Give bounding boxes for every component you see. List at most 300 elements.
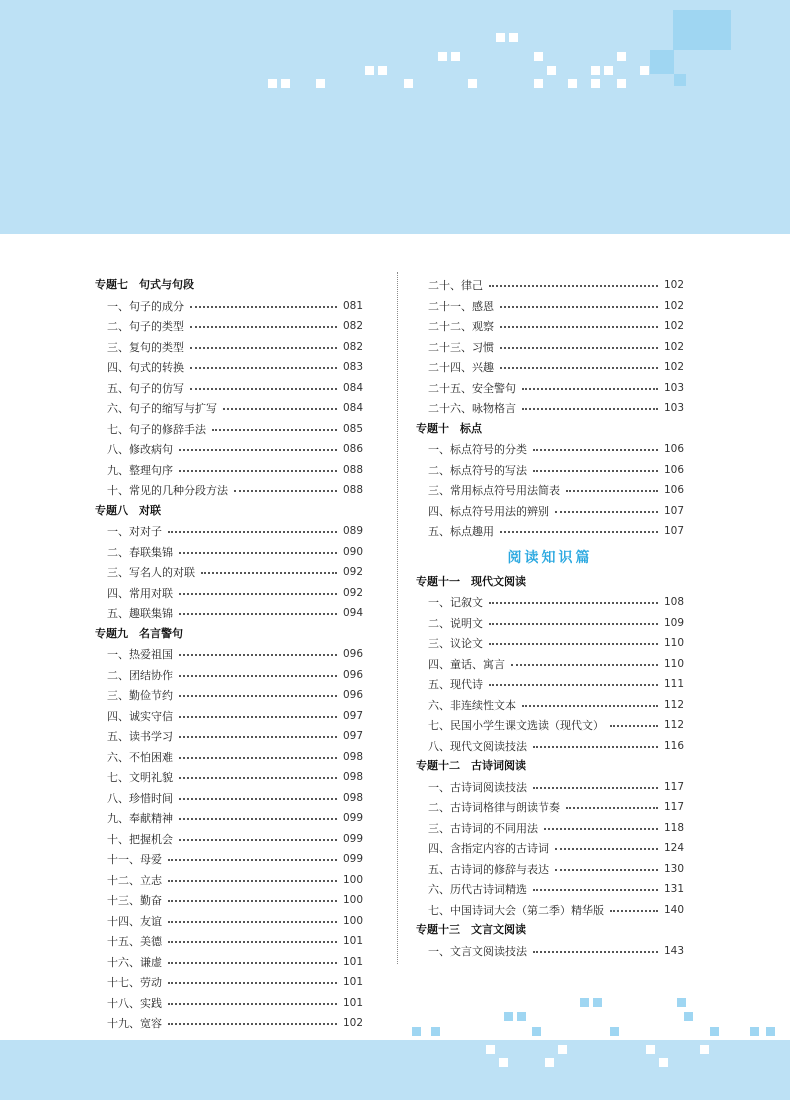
toc-entry[interactable] [95, 972, 363, 993]
entry-title: 十九、宽容 [107, 1017, 162, 1031]
dot-leader [522, 408, 658, 410]
pixel-decoration [268, 79, 277, 88]
dot-leader [533, 889, 658, 891]
dot-leader [544, 828, 658, 830]
entry-title: 二十一、感恩 [428, 299, 494, 313]
toc-entry[interactable] [416, 879, 684, 900]
entry-title: 四、常用对联 [107, 586, 173, 600]
dot-leader [190, 347, 337, 349]
toc-entry[interactable] [416, 439, 684, 460]
dot-leader [168, 962, 337, 964]
pixel-decoration [534, 79, 543, 88]
page-number: 096 [342, 668, 363, 681]
dot-leader [533, 470, 658, 472]
dot-leader [555, 869, 658, 871]
toc-entry[interactable] [95, 788, 363, 809]
entry-title: 六、非连续性文本 [428, 698, 516, 712]
toc-entry[interactable] [95, 521, 363, 542]
toc-entry[interactable] [416, 715, 684, 736]
toc-entry[interactable] [95, 665, 363, 686]
section-title: 专题十 标点 [416, 421, 482, 435]
entry-title: 一、标点符号的分类 [428, 443, 527, 457]
pixel-decoration [404, 79, 413, 88]
toc-entry[interactable] [95, 747, 363, 768]
dot-leader [201, 572, 337, 574]
toc-entry[interactable] [95, 644, 363, 665]
section-title: 专题八 对联 [95, 503, 161, 517]
pixel-decoration [640, 66, 649, 75]
entry-title: 十四、友谊 [107, 914, 162, 928]
toc-entry[interactable] [95, 911, 363, 932]
entry-title: 五、读书学习 [107, 730, 173, 744]
dot-leader [179, 593, 337, 595]
entry-title: 二十五、安全警句 [428, 381, 516, 395]
toc-entry[interactable] [416, 316, 684, 337]
entry-title: 九、奉献精神 [107, 812, 173, 826]
section-title: 专题十一 现代文阅读 [416, 574, 526, 588]
toc-entry[interactable] [95, 603, 363, 624]
footer-band [0, 1040, 790, 1100]
page-number: 117 [663, 801, 684, 814]
entry-title: 二十、律己 [428, 279, 483, 293]
pixel-decoration [674, 74, 686, 86]
toc-entry[interactable] [416, 941, 684, 962]
pixel-decoration [684, 1012, 693, 1021]
pixel-decoration [558, 1045, 567, 1054]
page-number: 085 [342, 422, 363, 435]
entry-title: 六、句子的缩写与扩写 [107, 402, 217, 416]
toc-entry[interactable] [416, 460, 684, 481]
entry-title: 四、含指定内容的古诗词 [428, 842, 549, 856]
toc-entry[interactable] [95, 296, 363, 317]
toc-entry[interactable] [416, 695, 684, 716]
page-number: 116 [663, 739, 684, 752]
page-number: 094 [342, 607, 363, 620]
toc-entry[interactable] [416, 296, 684, 317]
toc-entry[interactable] [416, 674, 684, 695]
dot-leader [489, 285, 658, 287]
entry-title: 一、热爱祖国 [107, 648, 173, 662]
page-number: 086 [342, 443, 363, 456]
toc-entry[interactable] [95, 480, 363, 501]
page-number: 082 [342, 320, 363, 333]
dot-leader [179, 552, 337, 554]
page-number: 106 [663, 443, 684, 456]
toc-entry[interactable] [416, 859, 684, 880]
entry-title: 三、古诗词的不同用法 [428, 821, 538, 835]
toc-entry[interactable] [416, 654, 684, 675]
dot-leader [500, 306, 658, 308]
pixel-decoration [646, 1045, 655, 1054]
page-number: 096 [342, 648, 363, 661]
entry-title: 二十六、咏物格言 [428, 402, 516, 416]
toc-entry[interactable] [95, 378, 363, 399]
entry-title: 一、对对子 [107, 525, 162, 539]
dot-leader [500, 367, 658, 369]
dot-leader [489, 643, 658, 645]
entry-title: 三、勤俭节约 [107, 689, 173, 703]
toc-entry[interactable] [95, 706, 363, 727]
pixel-decoration [496, 33, 505, 42]
dot-leader [179, 654, 337, 656]
dot-leader [190, 326, 337, 328]
dot-leader [179, 736, 337, 738]
section-title: 专题九 名言警句 [95, 626, 183, 640]
pixel-decoration [451, 52, 460, 61]
dot-leader [533, 449, 658, 451]
toc-left-column [95, 275, 363, 1034]
toc-entry[interactable] [95, 583, 363, 604]
dot-leader [168, 1003, 337, 1005]
page-number: 102 [342, 1017, 363, 1030]
page-number: 112 [663, 719, 684, 732]
page-number: 097 [342, 730, 363, 743]
toc-entry[interactable] [95, 316, 363, 337]
entry-title: 二、古诗词格律与朗读节奏 [428, 801, 560, 815]
page-number: 098 [342, 750, 363, 763]
toc-entry[interactable] [416, 521, 684, 542]
dot-leader [168, 921, 337, 923]
toc-entry[interactable] [95, 357, 363, 378]
page-number: 099 [342, 853, 363, 866]
pixel-decoration [509, 33, 518, 42]
section-title: 专题七 句式与句段 [95, 278, 194, 291]
page-number: 089 [342, 525, 363, 538]
dot-leader [566, 490, 658, 492]
dot-leader [212, 429, 337, 431]
pixel-decoration [659, 1058, 668, 1067]
entry-title: 三、复句的类型 [107, 340, 184, 354]
page-number: 110 [663, 657, 684, 670]
pixel-decoration [486, 1045, 495, 1054]
dot-leader [533, 787, 658, 789]
entry-title: 四、童话、寓言 [428, 657, 505, 671]
dot-leader [179, 675, 337, 677]
toc-entry[interactable] [416, 592, 684, 613]
dot-leader [500, 347, 658, 349]
entry-title: 十六、谦虚 [107, 955, 162, 969]
dot-leader [179, 470, 337, 472]
entry-title: 五、标点趣用 [428, 525, 494, 539]
dot-leader [511, 664, 658, 666]
toc-entry[interactable] [416, 378, 684, 399]
page-number: 108 [663, 596, 684, 609]
page-number: 101 [342, 955, 363, 968]
toc-entry[interactable] [95, 419, 363, 440]
toc-entry[interactable] [95, 562, 363, 583]
toc-entry[interactable] [95, 542, 363, 563]
entry-title: 十一、母爱 [107, 853, 162, 867]
pixel-decoration [378, 66, 387, 75]
entry-title: 四、标点符号用法的辨别 [428, 504, 549, 518]
toc-entry[interactable] [95, 398, 363, 419]
dot-leader [610, 910, 658, 912]
dot-leader [190, 306, 337, 308]
pixel-decoration [532, 1027, 541, 1036]
pixel-decoration [617, 79, 626, 88]
dot-leader [500, 531, 658, 533]
entry-title: 三、议论文 [428, 637, 483, 651]
page-number: 140 [663, 903, 684, 916]
page-number: 110 [663, 637, 684, 650]
dot-leader [223, 408, 337, 410]
entry-title: 十、常见的几种分段方法 [107, 484, 228, 498]
page-number: 084 [342, 402, 363, 415]
entry-title: 五、句子的仿写 [107, 381, 184, 395]
toc-entry[interactable] [416, 838, 684, 859]
entry-title: 六、不怕困难 [107, 750, 173, 764]
page-number: 143 [663, 944, 684, 957]
entry-title: 九、整理句序 [107, 463, 173, 477]
toc-entry[interactable] [95, 870, 363, 891]
page-number: 088 [342, 484, 363, 497]
page-number: 083 [342, 361, 363, 374]
page-number: 096 [342, 689, 363, 702]
page-number: 090 [342, 545, 363, 558]
pixel-decoration [316, 79, 325, 88]
toc-right-column [416, 275, 684, 961]
entry-title: 十二、立志 [107, 873, 162, 887]
toc-entry[interactable] [95, 808, 363, 829]
toc-entry[interactable] [95, 952, 363, 973]
entry-title: 一、文言文阅读技法 [428, 944, 527, 958]
dot-leader [168, 900, 337, 902]
page-number: 099 [342, 832, 363, 845]
toc-entry[interactable] [95, 767, 363, 788]
entry-title: 七、中国诗词大会（第二季）精华版 [428, 903, 604, 917]
pixel-decoration [534, 52, 543, 61]
pixel-decoration [593, 998, 602, 1007]
dot-leader [179, 613, 337, 615]
dot-leader [489, 602, 658, 604]
toc-entry[interactable] [95, 439, 363, 460]
page-number: 103 [663, 402, 684, 415]
page-number: 097 [342, 709, 363, 722]
page-number: 102 [663, 279, 684, 292]
pixel-decoration [517, 1012, 526, 1021]
entry-title: 八、修改病句 [107, 443, 173, 457]
page-number: 098 [342, 771, 363, 784]
pixel-decoration [580, 998, 589, 1007]
page-number: 092 [342, 586, 363, 599]
toc-entry[interactable] [95, 726, 363, 747]
dot-leader [234, 490, 337, 492]
entry-title: 二十三、习惯 [428, 340, 494, 354]
page-number: 124 [663, 842, 684, 855]
entry-title: 八、现代文阅读技法 [428, 739, 527, 753]
entry-title: 二、句子的类型 [107, 320, 184, 334]
toc-entry[interactable] [95, 849, 363, 870]
page-number: 102 [663, 320, 684, 333]
header-band [0, 0, 790, 234]
entry-title: 六、历代古诗词精选 [428, 883, 527, 897]
entry-title: 二十四、兴趣 [428, 361, 494, 375]
toc-entry[interactable] [416, 613, 684, 634]
toc-entry[interactable] [95, 890, 363, 911]
page-number: 112 [663, 698, 684, 711]
toc-entry[interactable] [95, 337, 363, 358]
dot-leader [179, 839, 337, 841]
column-divider [397, 272, 398, 964]
entry-title: 二、团结协作 [107, 668, 173, 682]
dot-leader [179, 798, 337, 800]
entry-title: 十八、实践 [107, 996, 162, 1010]
dot-leader [500, 326, 658, 328]
entry-title: 五、现代诗 [428, 678, 483, 692]
entry-title: 二、说明文 [428, 616, 483, 630]
toc-entry[interactable] [416, 736, 684, 757]
toc-entry[interactable] [416, 337, 684, 358]
pixel-decoration [750, 1027, 759, 1036]
page-number: 100 [342, 914, 363, 927]
pixel-decoration [673, 10, 731, 50]
page-number: 109 [663, 616, 684, 629]
dot-leader [533, 951, 658, 953]
toc-entry[interactable] [416, 480, 684, 501]
page-number: 117 [663, 780, 684, 793]
dot-leader [190, 388, 337, 390]
pixel-decoration [710, 1027, 719, 1036]
toc-entry[interactable] [416, 398, 684, 419]
entry-title: 七、文明礼貌 [107, 771, 173, 785]
dot-leader [522, 705, 658, 707]
toc-entry[interactable] [416, 777, 684, 798]
page-number: 130 [663, 862, 684, 875]
part-banner: 阅读知识篇 [507, 549, 593, 566]
entry-title: 二、标点符号的写法 [428, 463, 527, 477]
dot-leader [179, 818, 337, 820]
page-number: 101 [342, 976, 363, 989]
page-number: 106 [663, 463, 684, 476]
pixel-decoration [281, 79, 290, 88]
page-number: 084 [342, 381, 363, 394]
page-number: 081 [342, 299, 363, 312]
toc-entry[interactable] [95, 993, 363, 1014]
toc-entry[interactable] [416, 501, 684, 522]
page-number: 101 [342, 996, 363, 1009]
pixel-decoration [412, 1027, 421, 1036]
dot-leader [179, 757, 337, 759]
toc-entry[interactable] [95, 829, 363, 850]
page-number: 088 [342, 463, 363, 476]
entry-title: 四、诚实守信 [107, 709, 173, 723]
pixel-decoration [766, 1027, 775, 1036]
entry-title: 七、民国小学生课文选读（现代文） [428, 719, 604, 733]
dot-leader [168, 982, 337, 984]
dot-leader [168, 941, 337, 943]
page-number: 100 [342, 894, 363, 907]
dot-leader [179, 777, 337, 779]
dot-leader [179, 716, 337, 718]
dot-leader [168, 859, 337, 861]
entry-title: 一、句子的成分 [107, 299, 184, 313]
entry-title: 十三、勤奋 [107, 894, 162, 908]
toc-entry[interactable] [95, 1013, 363, 1034]
dot-leader [489, 684, 658, 686]
dot-leader [522, 388, 658, 390]
pixel-decoration [610, 1027, 619, 1036]
page-number: 082 [342, 340, 363, 353]
pixel-decoration [617, 52, 626, 61]
toc-entry[interactable] [95, 460, 363, 481]
pixel-decoration [568, 79, 577, 88]
entry-title: 一、记叙文 [428, 596, 483, 610]
dot-leader [179, 695, 337, 697]
pixel-decoration [431, 1027, 440, 1036]
entry-title: 十五、美德 [107, 935, 162, 949]
entry-title: 四、句式的转换 [107, 361, 184, 375]
page-number: 106 [663, 484, 684, 497]
pixel-decoration [591, 66, 600, 75]
page-number: 103 [663, 381, 684, 394]
entry-title: 八、珍惜时间 [107, 791, 173, 805]
section-title: 专题十二 古诗词阅读 [416, 759, 526, 772]
dot-leader [566, 807, 658, 809]
dot-leader [168, 531, 337, 533]
entry-title: 十、把握机会 [107, 832, 173, 846]
toc-entry[interactable] [416, 797, 684, 818]
page-number: 098 [342, 791, 363, 804]
dot-leader [610, 725, 658, 727]
pixel-decoration [591, 79, 600, 88]
entry-title: 五、古诗词的修辞与表达 [428, 862, 549, 876]
section-title: 专题十三 文言文阅读 [416, 923, 526, 936]
pixel-decoration [365, 66, 374, 75]
pixel-decoration [545, 1058, 554, 1067]
page-number: 102 [663, 340, 684, 353]
page-number: 101 [342, 935, 363, 948]
toc-entry[interactable] [416, 818, 684, 839]
page-number: 107 [663, 525, 684, 538]
page-number: 100 [342, 873, 363, 886]
pixel-decoration [438, 52, 447, 61]
dot-leader [533, 746, 658, 748]
entry-title: 二十二、观察 [428, 320, 494, 334]
page-number: 102 [663, 361, 684, 374]
dot-leader [555, 511, 658, 513]
page-number: 118 [663, 821, 684, 834]
page-number: 111 [663, 678, 684, 691]
page-number: 102 [663, 299, 684, 312]
page-number: 099 [342, 812, 363, 825]
pixel-decoration [604, 66, 613, 75]
pixel-decoration [677, 998, 686, 1007]
toc-entry[interactable] [416, 633, 684, 654]
pixel-decoration [499, 1058, 508, 1067]
toc-entry[interactable] [416, 900, 684, 921]
pixel-decoration [504, 1012, 513, 1021]
entry-title: 七、句子的修辞手法 [107, 422, 206, 436]
pixel-decoration [700, 1045, 709, 1054]
entry-title: 二、春联集锦 [107, 545, 173, 559]
entry-title: 三、写名人的对联 [107, 566, 195, 580]
pixel-decoration [650, 50, 674, 74]
page-number: 092 [342, 566, 363, 579]
toc-entry[interactable] [95, 931, 363, 952]
pixel-decoration [468, 79, 477, 88]
dot-leader [168, 880, 337, 882]
pixel-decoration [547, 66, 556, 75]
dot-leader [190, 367, 337, 369]
entry-title: 一、古诗词阅读技法 [428, 780, 527, 794]
entry-title: 三、常用标点符号用法简表 [428, 484, 560, 498]
dot-leader [168, 1023, 337, 1025]
page-number: 131 [663, 883, 684, 896]
toc-entry[interactable] [416, 275, 684, 296]
toc-entry[interactable] [95, 685, 363, 706]
toc-entry[interactable] [416, 357, 684, 378]
dot-leader [489, 623, 658, 625]
